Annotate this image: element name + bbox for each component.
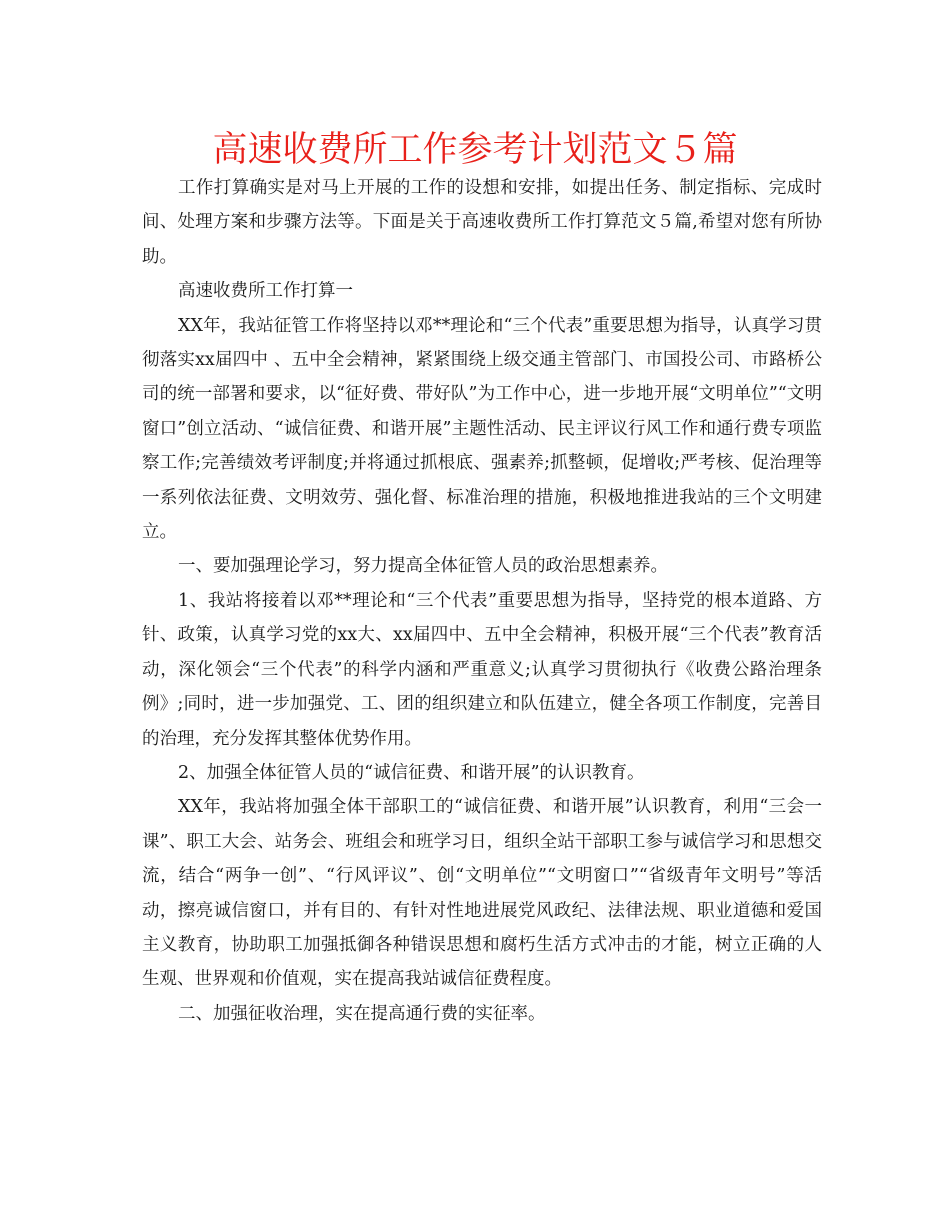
section-heading-plan-one: 高速收费所工作打算一 xyxy=(178,281,353,302)
body-paragraph: 1、我站将接着以邓**理论和“三个代表”重要思想为指导，坚持党的根本道路、方针、政策，认真学习党的xx大、xx届四中、五中全会精神，积极开展“三个代表”教育活动，深化领会“三个代表”的科学内涵和严重意义;认真学习贯彻执行《收费公路治理条例》;同时，进一步加强党、工、团的组织建立和队伍建立，健全各项工作制度，完善目的治理，充分发挥其整体优势作用。 xyxy=(142,590,822,749)
subsection-heading-two: 2、加强全体征管人员的“诚信征费、和谐开展”的认识教育。 xyxy=(178,762,645,783)
document-body xyxy=(142,171,822,1031)
section-heading-one: 一、要加强理论学习，努力提高全体征管人员的政治思想素养。 xyxy=(178,556,668,577)
document-title: 高速收费所工作参考计划范文５篇 xyxy=(212,130,738,170)
section-heading-two: 二、加强征收治理，实在提高通行费的实征率。 xyxy=(178,1003,546,1024)
body-paragraph: XX年，我站征管工作将坚持以邓**理论和“三个代表”重要思想为指导，认真学习贯彻落实xx届四中 、五中全会精神，紧紧围绕上级交通主管部门、市国投公司、市路桥公司的统一部署和要求，以“征好费、带好队”为工作中心，进一步地开展“文明单位”“文明窗口”创立活动、“诚信征费、和谐开展”主题性活动、民主评议行风工作和通行费专项监察工作;完善绩效考评制度;并将通过抓根底、强素养;抓整顿，促增收;严考核、促治理等一系列依法征费、文明效劳、强化督、标准治理的措施，积极地推进我站的三个文明建立。 xyxy=(142,315,822,543)
intro-paragraph: 工作打算确实是对马上开展的工作的设想和安排，如提出任务、制定指标、完成时间、处理方案和步骤方法等。下面是关于高速收费所工作打算范文５篇,希望对您有所协助。 xyxy=(142,178,822,267)
body-paragraph: XX年，我站将加强全体干部职工的“诚信征费、和谐开展”认识教育，利用“三会一课”、职工大会、站务会、班组会和班学习日，组织全站干部职工参与诚信学习和思想交流，结合“两争一创”、“行风评议”、创“文明单位”“文明窗口”“省级青年文明号”等活动，擦亮诚信窗口，并有目的、有针对性地进展党风政纪、法律法规、职业道德和爱国主义教育，协助职工加强抵御各种错误思想和腐朽生活方式冲击的才能，树立正确的人生观、世界观和价值观，实在提高我站诚信征费程度。 xyxy=(142,797,822,990)
